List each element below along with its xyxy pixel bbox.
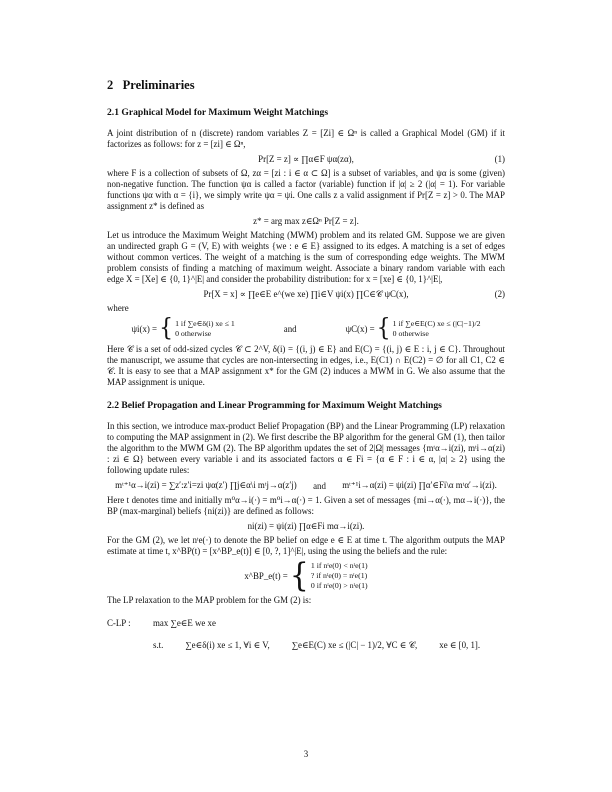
paragraph-cycles: Here 𝒞 is a set of odd-sized cycles 𝒞 ⊂ 2^V, δ(i) = {(i, j) ∈ E} and E(C) = {(i, j) ∈ E : i, j ∈ C}. Throughout the manuscript, we assume that cycles are non-intersecting in edges, i.e., E(C1) ∩ E(C2) = ∅ for all C1, C2 ∈ 𝒞. It is easy to see that a MAP assignment x* for the GM (2) induces a MWM in G. We also assume that the MAP assignment is unique.	[107, 344, 505, 387]
psi-c-lhs: ψC(x) =	[345, 324, 375, 334]
psi-c-cases	[393, 319, 481, 339]
bp-update-rules	[107, 480, 505, 491]
section-spacer	[107, 388, 505, 400]
paragraph-factor-definition: where F is a collection of subsets of Ω, zα = [zi : i ∈ α ⊂ Ω] is a subset of variables, and ψα is some (given) non-negative function. The function ψα is called a factor (variable) function if |α| ≥ 2 (|α| = 1). For variable functions ψα with α = {i}, we simply write ψα = ψi. One calls z a valid assignment if Pr[Z = z] > 0. The MAP assignment z* is defined as	[107, 168, 505, 211]
lp-constraint-cycle: ∑e∈E(C) xe ≤ (|C| − 1)/2, ∀C ∈ 𝒞,	[291, 639, 418, 650]
section-number: 2	[107, 78, 114, 92]
bp-estimate-lhs: x^BP_e(t) =	[244, 571, 288, 581]
bp-case-1: 1 if nᵗe(0) < nᵗe(1)	[310, 561, 368, 570]
psi-i-cases	[175, 319, 235, 339]
left-brace-icon: {	[159, 314, 174, 343]
factor-definitions	[107, 314, 505, 343]
subsection-heading-2-1: 2.1 Graphical Model for Maximum Weight Matchings	[107, 107, 329, 118]
bp-estimate-cases	[244, 556, 368, 595]
page-number: 3	[303, 749, 309, 759]
equation-beliefs: ni(zi) = ψi(zi) ∏α∈Fi mα→i(zi).	[247, 521, 365, 531]
bp-case-2: ? if nᵗe(0) = nᵗe(1)	[310, 571, 368, 580]
paragraph-gm-definition: A joint distribution of n (discrete) random variables Z = [Zi] ∈ Ωⁿ is called a Graphical Model (GM) if it factorizes as follows: for z = [zi] ∈ Ωⁿ,	[107, 128, 505, 149]
psi-i-case-1: 1 if ∑e∈δ(i) xe ≤ 1	[175, 319, 235, 328]
equation-2-number: (2)	[494, 289, 505, 299]
update-rule-variable-to-factor: mᵗ⁺¹i→α(zi) = ψi(zi) ∏α′∈Fi\α mᵗα′→i(zi).	[342, 480, 497, 490]
section-title: Preliminaries	[122, 78, 195, 92]
paragraph-beliefs: Here t denotes time and initially m⁰α→i(·) = m⁰i→α(·) = 1. Given a set of messages {mi→α(·), mα→i(·)}, the BP (max-marginal) beliefs {ni(zi)} are defined as follows:	[107, 495, 505, 516]
lp-label: C-LP :	[107, 618, 131, 628]
equation-2	[107, 288, 505, 300]
paragraph-mwm-intro: Let us introduce the Maximum Weight Matching (MWM) problem and its related GM. Suppose we are given an undirected graph G = (V, E) with weights {we : e ∈ E} assigned to its edges. A matching is a set of edges without common vertices. The weight of a matching is the sum of corresponding edge weights. The MWM problem consists of finding a matching of maximum weight. Associate a binary random variable with each edge X = [Xe] ∈ {0, 1}^|E| and consider the probability distribution: for x = [xe] ∈ {0, 1}^|E|,	[107, 230, 505, 284]
where-label: where	[107, 303, 129, 313]
bp-case-3: 0 if nᵗe(0) > nᵗe(1)	[310, 581, 368, 590]
update-and-word: and	[313, 480, 326, 491]
psi-c-case-1: 1 if ∑e∈E(C) xe ≤ (|C|−1)/2	[392, 319, 481, 328]
psi-i-case-2: 0 otherwise	[175, 329, 212, 338]
equation-map: z* = arg max z∈Ωⁿ Pr[Z = z].	[253, 216, 359, 226]
lp-constraints-row	[107, 634, 505, 656]
equation-1-number: (1)	[494, 154, 505, 164]
lp-constraint-vertex: ∑e∈δ(i) xe ≤ 1, ∀i ∈ V,	[185, 639, 270, 650]
psi-c-case-2: 0 otherwise	[392, 329, 429, 338]
lp-objective-row	[107, 612, 505, 634]
paragraph-lp-intro: The LP relaxation to the MAP problem for the GM (2) is:	[107, 595, 312, 605]
lp-constraint-bounds: xe ∈ [0, 1].	[439, 639, 481, 650]
equation-1	[107, 153, 505, 165]
equation-2-body: Pr[X = x] ∝ ∏e∈E e^(we xe) ∏i∈V ψi(x) ∏C∈𝒞 ψC(x),	[203, 289, 409, 299]
paper-page	[107, 78, 505, 656]
lp-formulation	[107, 612, 505, 656]
update-rule-factor-to-variable: mᵗ⁺¹α→i(zi) = ∑z′:z′i=zi ψα(z′) ∏j∈α\i mᵗj→α(z′j)	[115, 480, 297, 490]
paragraph-bp-intro: In this section, we introduce max-product Belief Propagation (BP) and the Linear Programming (LP) relaxation to computing the MAP assignment in (2). We first describe the BP algorithm for the general GM (1), then tailor the algorithm to the MWM GM (2). The BP algorithm updates the set of 2|Ω| messages {mᵗα→i(zi), mᵗi→α(zi) : zi ∈ Ω} between every variable i and its associated factors α ∈ Fi = {α ∈ F : i ∈ α, |α| ≥ 2} using the following update rules:	[107, 421, 505, 475]
bp-cases	[311, 561, 368, 591]
lp-subject-to: s.t.	[153, 640, 164, 650]
equation-1-body: Pr[Z = z] ∝ ∏α∈F ψα(zα),	[258, 154, 354, 164]
left-brace-icon: {	[289, 556, 309, 595]
psi-c-definition	[345, 314, 481, 343]
and-word: and	[283, 324, 297, 334]
bp-estimate-rule	[107, 556, 505, 595]
left-brace-icon: {	[376, 314, 391, 343]
psi-i-definition	[131, 314, 235, 343]
section-heading	[107, 78, 505, 93]
psi-i-lhs: ψi(x) =	[131, 324, 158, 334]
subsection-heading-2-2: 2.2 Belief Propagation and Linear Programming for Maximum Weight Matchings	[107, 400, 442, 411]
lp-objective: max ∑e∈E we xe	[153, 617, 216, 628]
paragraph-map-estimate: For the GM (2), we let nᵗe(·) to denote the BP belief on edge e ∈ E at time t. The algorithm outputs the MAP estimate at time t, x^BP(t) = [x^BP_e(t)] ∈ [0, ?, 1]^|E|, using the using the beliefs and the rule:	[107, 535, 505, 556]
